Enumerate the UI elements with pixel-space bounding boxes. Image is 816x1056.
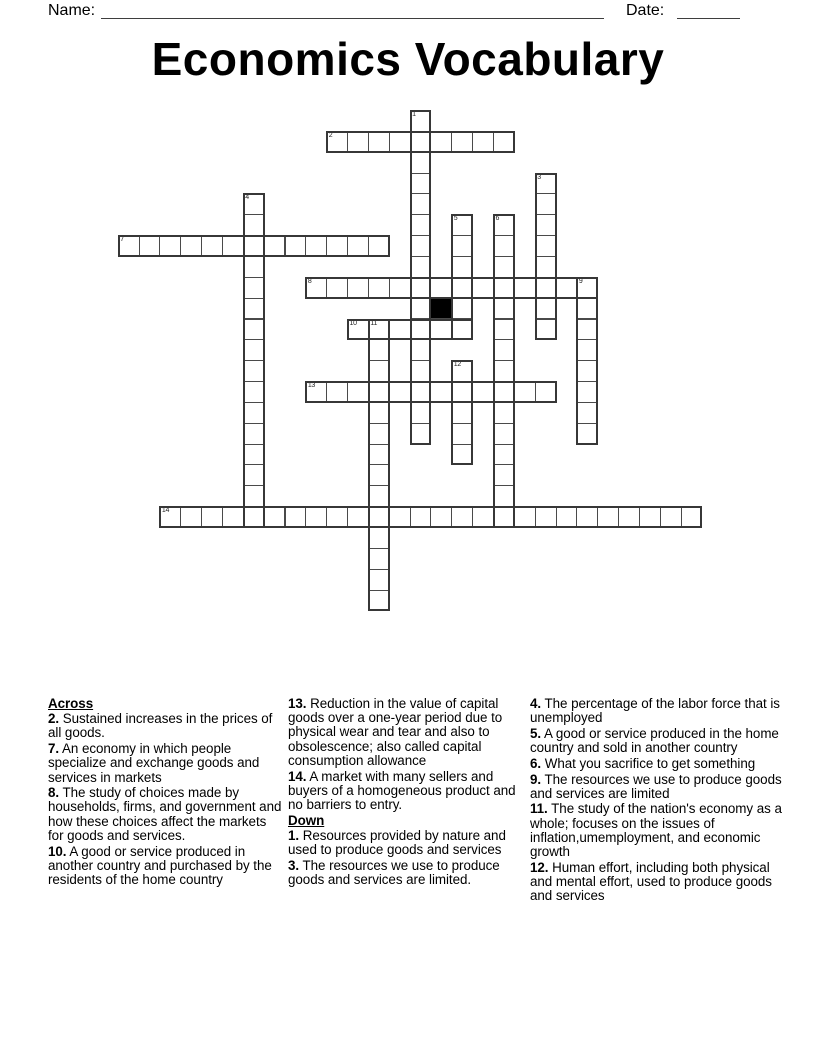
grid-cell[interactable] bbox=[347, 381, 369, 403]
grid-cell[interactable] bbox=[472, 506, 494, 528]
grid-cell[interactable] bbox=[410, 256, 432, 278]
clue-item-down-4 bbox=[530, 757, 782, 771]
clue-item-down-1 bbox=[288, 859, 526, 887]
grid-cell[interactable] bbox=[451, 360, 473, 382]
clue-item-across-1 bbox=[48, 742, 284, 785]
grid-cell[interactable] bbox=[451, 256, 473, 278]
grid-cell[interactable] bbox=[535, 298, 557, 320]
grid-cell[interactable] bbox=[347, 506, 369, 528]
grid-cell[interactable] bbox=[576, 402, 598, 424]
grid-cell[interactable] bbox=[493, 256, 515, 278]
clue-item-down-2 bbox=[530, 697, 782, 725]
grid-cell[interactable] bbox=[368, 464, 390, 486]
grid-cell[interactable] bbox=[493, 381, 515, 403]
grid-cell[interactable] bbox=[493, 131, 515, 153]
grid-cell[interactable] bbox=[347, 235, 369, 257]
grid-cell[interactable] bbox=[243, 360, 265, 382]
clue-column-2 bbox=[288, 697, 526, 889]
clue-number: 6. bbox=[530, 755, 542, 771]
grid-cell[interactable] bbox=[576, 423, 598, 445]
clue-text: A good or service produced in the home country and sold in another country bbox=[530, 725, 779, 756]
grid-cell[interactable] bbox=[535, 173, 557, 195]
grid-cell[interactable] bbox=[556, 277, 578, 299]
grid-cell[interactable] bbox=[389, 319, 411, 341]
grid-cell[interactable] bbox=[576, 381, 598, 403]
grid-cell[interactable] bbox=[326, 131, 348, 153]
clue-text: The resources we use to produce goods and services are limited bbox=[530, 771, 782, 801]
clue-text: What you sacrifice to get something bbox=[544, 755, 756, 771]
grid-cell[interactable] bbox=[305, 506, 327, 528]
grid-cell[interactable] bbox=[180, 235, 202, 257]
grid-cell[interactable] bbox=[410, 277, 432, 299]
grid-cell[interactable] bbox=[430, 277, 452, 299]
grid-cell[interactable] bbox=[681, 506, 703, 528]
across-header: Across bbox=[48, 696, 94, 711]
grid-cell[interactable] bbox=[285, 506, 307, 528]
grid-cell[interactable] bbox=[243, 256, 265, 278]
grid-cell[interactable] bbox=[576, 298, 598, 320]
grid-cell[interactable] bbox=[389, 506, 411, 528]
grid-cell[interactable] bbox=[451, 214, 473, 236]
grid-cell[interactable] bbox=[493, 464, 515, 486]
clue-number: 10. bbox=[48, 843, 67, 859]
grid-cell[interactable] bbox=[201, 235, 223, 257]
grid-cell[interactable] bbox=[180, 506, 202, 528]
grid-cell[interactable] bbox=[556, 506, 578, 528]
grid-cell[interactable] bbox=[389, 131, 411, 153]
grid-cell[interactable] bbox=[451, 298, 473, 320]
grid-cell[interactable] bbox=[451, 506, 473, 528]
cell-number: 1 bbox=[412, 111, 416, 118]
grid-cell[interactable] bbox=[597, 506, 619, 528]
grid-cell[interactable] bbox=[326, 506, 348, 528]
clue-text: The resources we use to produce goods and services are limited. bbox=[288, 857, 500, 887]
cell-number: 14 bbox=[161, 507, 170, 515]
grid-cell[interactable] bbox=[326, 235, 348, 257]
clue-text: A market with many sellers and buyers of a homogeneous product and no barriers to entry. bbox=[288, 768, 516, 812]
grid-cell[interactable] bbox=[639, 506, 661, 528]
grid-cell[interactable] bbox=[535, 256, 557, 278]
grid-cell[interactable] bbox=[493, 277, 515, 299]
grid-cell[interactable] bbox=[410, 110, 432, 132]
grid-cell[interactable] bbox=[618, 506, 640, 528]
grid-cell[interactable] bbox=[305, 235, 327, 257]
grid-cell[interactable] bbox=[222, 235, 244, 257]
clue-number: 14. bbox=[288, 768, 307, 784]
grid-cell[interactable] bbox=[347, 277, 369, 299]
clue-item-across-0 bbox=[48, 712, 284, 740]
grid-cell[interactable] bbox=[264, 235, 286, 257]
grid-cell[interactable] bbox=[472, 277, 494, 299]
page-title: Economics Vocabulary bbox=[151, 33, 665, 85]
grid-cell[interactable] bbox=[410, 506, 432, 528]
grid-cell[interactable] bbox=[368, 569, 390, 591]
clue-number: 11. bbox=[530, 801, 548, 817]
grid-cell[interactable] bbox=[410, 131, 432, 153]
clue-text: The study of choices made by households, firms, and government and how these choices affect the markets for goods and services. bbox=[48, 785, 282, 843]
grid-cell[interactable] bbox=[305, 381, 327, 403]
grid-cell[interactable] bbox=[305, 277, 327, 299]
grid-cell[interactable] bbox=[430, 319, 452, 341]
grid-cell[interactable] bbox=[243, 298, 265, 320]
grid-cell[interactable] bbox=[535, 381, 557, 403]
grid-cell[interactable] bbox=[201, 506, 223, 528]
clue-item-across-5 bbox=[288, 770, 526, 813]
grid-cell[interactable] bbox=[222, 506, 244, 528]
grid-cell[interactable] bbox=[472, 131, 494, 153]
date-label: Date: bbox=[626, 2, 665, 19]
grid-cell[interactable] bbox=[514, 381, 536, 403]
grid-cell[interactable] bbox=[410, 402, 432, 424]
grid-cell[interactable] bbox=[368, 235, 390, 257]
grid-cell[interactable] bbox=[368, 485, 390, 507]
grid-cell[interactable] bbox=[243, 235, 265, 257]
grid-cell[interactable] bbox=[576, 339, 598, 361]
grid-cell[interactable] bbox=[576, 506, 598, 528]
clue-number: 12. bbox=[530, 859, 549, 875]
grid-cell[interactable] bbox=[347, 319, 369, 341]
clue-number: 2. bbox=[48, 711, 60, 727]
grid-cell[interactable] bbox=[493, 319, 515, 341]
grid-cell[interactable] bbox=[451, 444, 473, 466]
grid-cell[interactable] bbox=[243, 423, 265, 445]
grid-cell[interactable] bbox=[285, 235, 307, 257]
clue-item-down-0 bbox=[288, 829, 526, 857]
grid-cell[interactable] bbox=[576, 277, 598, 299]
grid-cell[interactable] bbox=[493, 214, 515, 236]
grid-cell[interactable] bbox=[660, 506, 682, 528]
name-label: Name: bbox=[48, 2, 96, 19]
grid-cell[interactable] bbox=[243, 464, 265, 486]
clue-text: Resources provided by nature and used to produce goods and services bbox=[288, 827, 506, 858]
grid-cell[interactable] bbox=[535, 235, 557, 257]
grid-cell[interactable] bbox=[410, 423, 432, 445]
grid-cell[interactable] bbox=[535, 319, 557, 341]
clue-text: An economy in which people specialize and exchange goods and services in markets bbox=[48, 741, 260, 785]
clue-text: The study of the nation's economy as a whole; focuses on the issues of inflation,umemployment, and economic growth bbox=[530, 801, 782, 860]
grid-cell[interactable] bbox=[430, 506, 452, 528]
grid-cell[interactable] bbox=[326, 277, 348, 299]
clue-item-across-2 bbox=[48, 786, 284, 843]
grid-cell[interactable] bbox=[368, 131, 390, 153]
grid-cell[interactable] bbox=[368, 339, 390, 361]
clue-item-down-3 bbox=[530, 727, 782, 755]
grid-cell[interactable] bbox=[410, 152, 432, 174]
grid-cell[interactable] bbox=[243, 339, 265, 361]
grid-cell[interactable] bbox=[493, 444, 515, 466]
cell-number: 7 bbox=[120, 236, 124, 244]
clue-text: A good or service produced in another country and purchased by the residents of the home country bbox=[48, 843, 272, 887]
clue-item-across-4 bbox=[288, 697, 526, 768]
grid-cell[interactable] bbox=[514, 506, 536, 528]
grid-cell[interactable] bbox=[368, 548, 390, 570]
grid-cell[interactable] bbox=[368, 277, 390, 299]
grid-cell[interactable] bbox=[430, 381, 452, 403]
grid-cell[interactable] bbox=[243, 444, 265, 466]
clue-text: Human effort, including both physical and mental effort, used to produce goods and services bbox=[530, 859, 772, 904]
grid-cell[interactable] bbox=[430, 131, 452, 153]
grid-cell[interactable] bbox=[368, 444, 390, 466]
grid-cell[interactable] bbox=[410, 339, 432, 361]
grid-cell[interactable] bbox=[410, 173, 432, 195]
grid-cell[interactable] bbox=[410, 298, 432, 320]
grid-cell[interactable] bbox=[493, 506, 515, 528]
grid-cell[interactable] bbox=[493, 298, 515, 320]
grid-cell[interactable] bbox=[493, 485, 515, 507]
grid-cell[interactable] bbox=[535, 277, 557, 299]
cell-number: 13 bbox=[307, 382, 316, 390]
grid-cell[interactable] bbox=[514, 277, 536, 299]
clue-column-1 bbox=[48, 697, 284, 889]
cell-number: 4 bbox=[245, 194, 249, 202]
grid-cell[interactable] bbox=[368, 423, 390, 445]
grid-cell[interactable] bbox=[368, 506, 390, 528]
grid-cell[interactable] bbox=[159, 235, 181, 257]
clue-number: 4. bbox=[530, 696, 542, 711]
grid-cell[interactable] bbox=[389, 277, 411, 299]
grid-cell[interactable] bbox=[410, 193, 432, 215]
clue-number: 1. bbox=[288, 827, 300, 843]
grid-cell[interactable] bbox=[243, 277, 265, 299]
grid-cell[interactable] bbox=[451, 131, 473, 153]
grid-cell[interactable] bbox=[493, 235, 515, 257]
clue-text: Sustained increases in the prices of all goods. bbox=[48, 711, 273, 741]
grid-cell[interactable] bbox=[451, 319, 473, 341]
clue-number: 7. bbox=[48, 741, 60, 757]
grid-cell[interactable] bbox=[368, 527, 390, 549]
clue-text: Reduction in the value of capital goods over a one-year period due to physical wear and tear and also to obsolescence; also called capital consumption allowance bbox=[288, 696, 503, 768]
grid-cell[interactable] bbox=[535, 193, 557, 215]
grid-cell[interactable] bbox=[451, 402, 473, 424]
grid-cell[interactable] bbox=[368, 381, 390, 403]
clue-number: 5. bbox=[530, 725, 542, 741]
grid-cell[interactable] bbox=[159, 506, 181, 528]
grid-cell[interactable] bbox=[389, 381, 411, 403]
grid-cell[interactable] bbox=[368, 590, 390, 612]
grid-cell[interactable] bbox=[243, 506, 265, 528]
grid-cell[interactable] bbox=[264, 506, 286, 528]
cell-number: 3 bbox=[537, 173, 541, 181]
grid-cell[interactable] bbox=[535, 214, 557, 236]
cell-number: 2 bbox=[328, 131, 333, 139]
grid-cell[interactable] bbox=[576, 319, 598, 341]
grid-cell[interactable] bbox=[410, 214, 432, 236]
grid-cell[interactable] bbox=[451, 381, 473, 403]
cell-number: 8 bbox=[307, 277, 312, 285]
clue-text: The percentage of the labor force that is unemployed bbox=[530, 696, 780, 726]
cell-number: 9 bbox=[578, 277, 583, 285]
clue-item-down-6 bbox=[530, 802, 782, 859]
clue-item-down-7 bbox=[530, 861, 782, 904]
grid-cell[interactable] bbox=[118, 235, 140, 257]
grid-cell[interactable] bbox=[493, 423, 515, 445]
black-cell bbox=[430, 298, 452, 320]
grid-cell[interactable] bbox=[243, 485, 265, 507]
cell-number: 6 bbox=[495, 215, 500, 223]
clue-item-across-3 bbox=[48, 845, 284, 888]
grid-cell[interactable] bbox=[493, 402, 515, 424]
grid-cell[interactable] bbox=[535, 506, 557, 528]
grid-cell[interactable] bbox=[243, 193, 265, 215]
grid-cell[interactable] bbox=[410, 235, 432, 257]
clue-number: 3. bbox=[288, 857, 300, 873]
grid-cell[interactable] bbox=[472, 381, 494, 403]
grid-cell[interactable] bbox=[410, 381, 432, 403]
cell-number: 11 bbox=[370, 319, 378, 327]
grid-cell[interactable] bbox=[243, 402, 265, 424]
clue-number: 8. bbox=[48, 785, 60, 801]
grid-cell[interactable] bbox=[576, 360, 598, 382]
grid-cell[interactable] bbox=[410, 319, 432, 341]
grid-cell[interactable] bbox=[368, 360, 390, 382]
grid-cell[interactable] bbox=[368, 402, 390, 424]
grid-cell[interactable] bbox=[243, 214, 265, 236]
clue-number: 9. bbox=[530, 771, 542, 787]
grid-cell[interactable] bbox=[451, 423, 473, 445]
clue-number: 13. bbox=[288, 696, 307, 711]
grid-cell[interactable] bbox=[493, 339, 515, 361]
grid-cell[interactable] bbox=[243, 381, 265, 403]
cell-number: 10 bbox=[349, 319, 357, 327]
grid-cell[interactable] bbox=[326, 381, 348, 403]
grid-cell[interactable] bbox=[410, 360, 432, 382]
grid-cell[interactable] bbox=[368, 319, 390, 341]
grid-cell[interactable] bbox=[243, 319, 265, 341]
cell-number: 12 bbox=[453, 361, 461, 369]
grid-cell[interactable] bbox=[451, 277, 473, 299]
cell-number: 5 bbox=[453, 215, 458, 223]
down-header: Down bbox=[288, 812, 325, 828]
clue-item-down-5 bbox=[530, 773, 782, 801]
clue-column-3 bbox=[530, 697, 782, 905]
grid-cell[interactable] bbox=[493, 360, 515, 382]
grid-cell[interactable] bbox=[451, 235, 473, 257]
grid-cell[interactable] bbox=[347, 131, 369, 153]
grid-cell[interactable] bbox=[139, 235, 161, 257]
